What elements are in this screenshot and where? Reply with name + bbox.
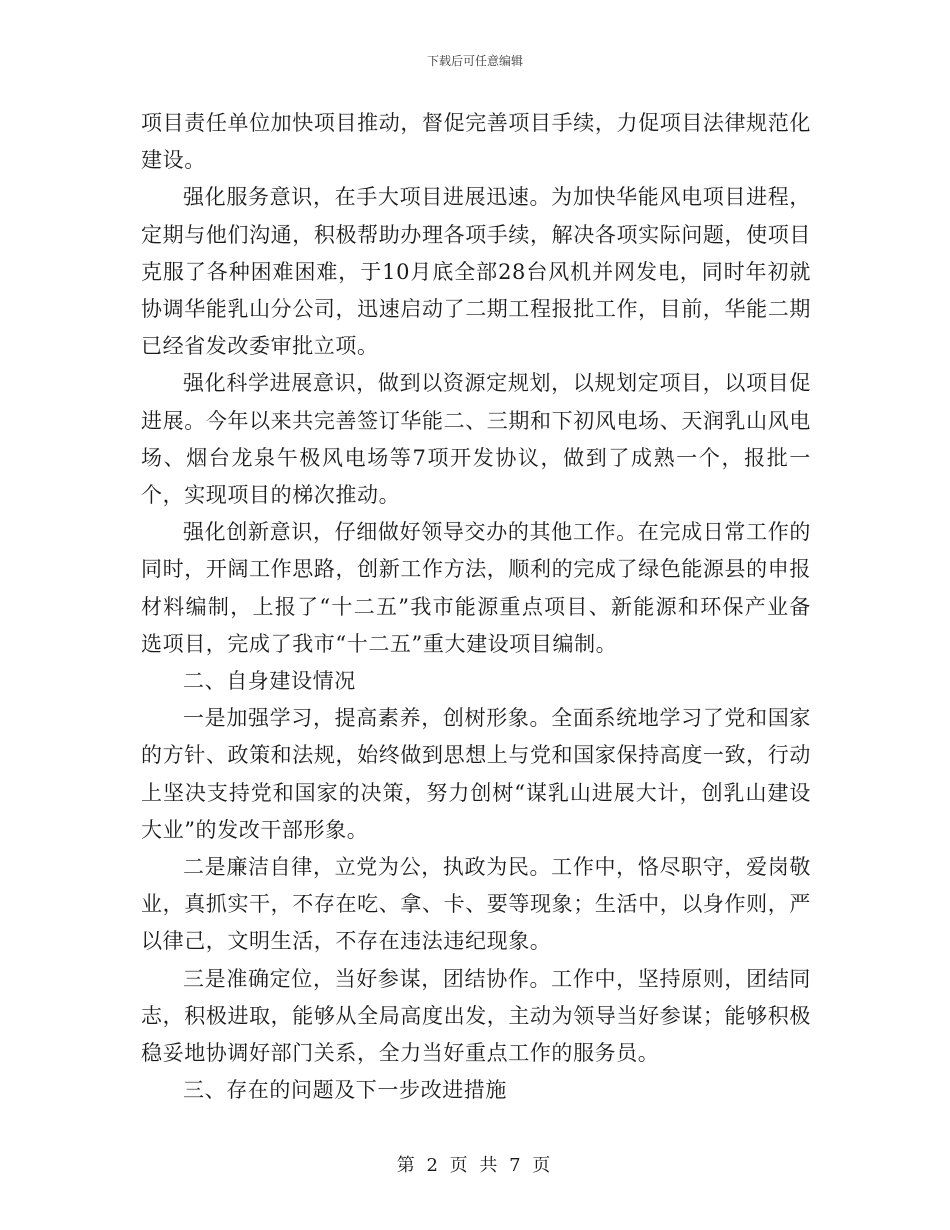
paragraph-2: 强化服务意识，在手大项目进展迅速。为加快华能风电项目进程，定期与他们沟通，积极帮助办理各项手续，解决各项实际问题，使项目克服了各种困难困难，于10月底全部28台风机并网发电，同时年初就协调华能乳山分公司，迅速启动了二期工程报批工作，目前，华能二期已经省发改委审批立项。 xyxy=(141,185,811,359)
section-heading-3: 三、存在的问题及下一步改进措施 xyxy=(183,1078,507,1103)
page-header: 下载后可任意编辑 xyxy=(426,54,523,68)
paragraph-3: 强化科学进展意识，做到以资源定规划，以规划定项目，以项目促进展。今年以来共完善签订华能二、三期和下初风电场、天润乳山风电场、烟台龙泉午极风电场等7项开发协议，做到了成熟一个，报批一个，实现项目的梯次推动。 xyxy=(141,371,811,508)
paragraph-7: 三是准确定位，当好参谋，团结协作。工作中，坚持原则，团结同志，积极进取，能够从全局高度出发，主动为领导当好参谋；能够积极稳妥地协调好部门关系，全力当好重点工作的服务员。 xyxy=(141,966,811,1066)
page-footer: 第 2 页 共 7 页 xyxy=(396,1155,554,1176)
paragraph-1: 项目责任单位加快项目推动，督促完善项目手续，力促项目法律规范化建设。 xyxy=(141,111,811,173)
paragraph-6: 二是廉洁自律，立党为公，执政为民。工作中，恪尽职守，爱岗敬业，真抓实干，不存在吃、拿、卡、要等现象；生活中，以身作则，严以律己，文明生活，不存在违法违纪现象。 xyxy=(141,855,811,954)
section-heading-2: 二、自身建设情况 xyxy=(183,669,356,694)
document-body xyxy=(141,105,811,1109)
paragraph-5: 一是加强学习，提高素养，创树形象。全面系统地学习了党和国家的方针、政策和法规，始终做到思想上与党和国家保持高度一致，行动上坚决支持党和国家的决策，努力创树“谋乳山进展大计，创乳山建设大业”的发改干部形象。 xyxy=(141,706,811,842)
paragraph-4: 强化创新意识，仔细做好领导交办的其他工作。在完成日常工作的同时，开阔工作思路，创新工作方法，顺利的完成了绿色能源县的申报材料编制，上报了“十二五”我市能源重点项目、新能源和环保产业备选项目，完成了我市“十二五”重大建设项目编制。 xyxy=(141,520,811,656)
